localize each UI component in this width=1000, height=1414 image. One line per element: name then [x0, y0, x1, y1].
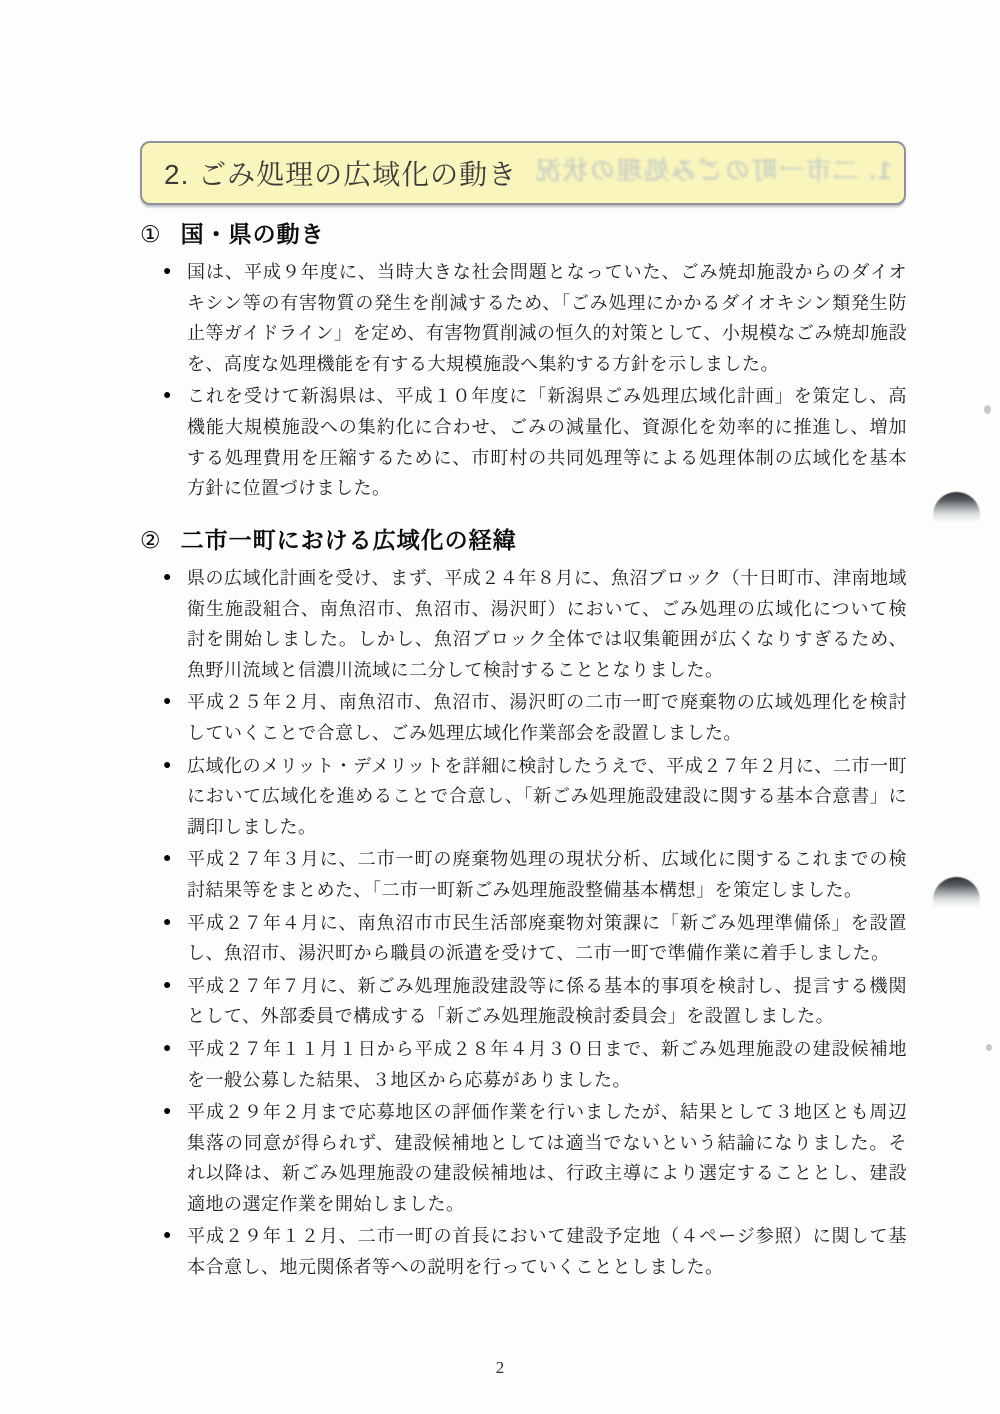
bullet-text: 国は、平成９年度に、当時大きな社会問題となっていた、ごみ焼却施設からのダイオキシン等の有害物質の発生を削減するため、「ごみ処理にかかるダイオキシン類発生防止等ガイドライン」を定め、有害物質削減の恒久的対策として、小規模なごみ焼却施設を、高度な処理機能を有する大規模施設へ集約する方針を示しました。	[187, 262, 907, 374]
page-title: 2. ごみ処理の広域化の動き	[164, 159, 518, 190]
bullet-text: 県の広域化計画を受け、まず、平成２４年８月に、魚沼ブロック（十日町市、津南地域衛生施設組合、南魚沼市、魚沼市、湯沢町）において、ごみ処理の広域化について検討を開始しました。しかし、魚沼ブロック全体では収集範囲が広くなりすぎるため、魚野川流域と信濃川流域に二分して検討することとなりました。	[187, 568, 907, 680]
section-2-bullet-list	[163, 563, 907, 1285]
bullet-icon: ●	[163, 1228, 172, 1244]
binding-hole-artifact	[933, 877, 980, 907]
scan-speck	[984, 405, 991, 414]
list-item	[163, 908, 907, 969]
section-title-box	[140, 141, 906, 205]
section-2-heading	[140, 522, 517, 555]
list-item	[163, 751, 907, 843]
bullet-text: 平成２９年２月まで応募地区の評価作業を行いましたが、結果として３地区とも周辺集落の同意が得られず、建設候補地としては適当でないという結論になりました。それ以降は、新ごみ処理施設の建設候補地は、行政主導により選定することとし、建設適地の選定作業を開始しました。	[187, 1102, 907, 1214]
section-1-heading-text: 国・県の動き	[180, 221, 325, 247]
list-item	[163, 1034, 907, 1095]
bullet-text: 広域化のメリット・デメリットを詳細に検討したうえで、平成２７年２月に、二市一町において広域化を進めることで合意し、「新ごみ処理施設建設に関する基本合意書」に調印しました。	[187, 755, 907, 837]
bullet-icon: ●	[163, 851, 172, 867]
bullet-icon: ●	[163, 694, 172, 710]
list-item	[163, 1221, 907, 1282]
bullet-text: 平成２７年４月に、南魚沼市市民生活部廃棄物対策課に「新ごみ処理準備係」を設置し、魚沼市、湯沢町から職員の派遣を受けて、二市一町で準備作業に着手しました。	[187, 912, 907, 964]
section-1-number: ①	[140, 221, 161, 247]
bullet-text: 平成２７年７月に、新ごみ処理施設建設等に係る基本的事項を検討し、提言する機関として、外部委員で構成する「新ごみ処理施設検討委員会」を設置しました。	[187, 975, 907, 1027]
section-1-heading	[140, 216, 325, 249]
section-1-bullet-list	[163, 257, 907, 506]
bullet-text: 平成２５年２月、南魚沼市、魚沼市、湯沢町の二市一町で廃棄物の広域処理化を検討していくことで合意し、ごみ処理広域化作業部会を設置しました。	[187, 692, 907, 743]
scan-speck	[986, 1044, 992, 1051]
bullet-icon: ●	[163, 1104, 172, 1120]
bullet-icon: ●	[163, 570, 172, 585]
section-2-heading-text: 二市一町における広域化の経緯	[180, 527, 517, 553]
bullet-icon: ●	[163, 1040, 172, 1056]
list-item	[163, 563, 907, 685]
bullet-icon: ●	[163, 757, 172, 773]
bullet-text: これを受けて新潟県は、平成１０年度に「新潟県ごみ処理広域化計画」を策定し、高機能大規模施設への集約化に合わせ、ごみの減量化、資源化を効率的に推進し、増加する処理費用を圧縮するために、市町村の共同処理等による処理体制の広域化を基本方針に位置づけました。	[187, 386, 907, 499]
list-item	[163, 381, 907, 503]
bullet-icon: ●	[163, 914, 172, 930]
bullet-icon: ●	[163, 977, 172, 993]
binding-hole-artifact	[933, 492, 980, 522]
list-item	[163, 1097, 907, 1219]
page-number: 2	[495, 1358, 505, 1377]
section-2-number: ②	[140, 527, 161, 553]
bleed-through-text: 1. 二市一町のごみ処理の状況	[534, 157, 892, 185]
bullet-icon: ●	[163, 388, 172, 404]
bullet-text: 平成２７年３月に、二市一町の廃棄物処理の現状分析、広域化に関するこれまでの検討結果等をまとめた、「二市一町新ごみ処理施設整備基本構想」を策定しました。	[187, 849, 907, 900]
bullet-icon: ●	[163, 264, 172, 279]
bullet-text: 平成２９年１２月、二市一町の首長において建設予定地（４ページ参照）に関して基本合意し、地元関係者等への説明を行っていくこととしました。	[187, 1226, 907, 1278]
list-item	[163, 257, 907, 379]
bullet-text: 平成２７年１１月１日から平成２８年４月３０日まで、新ごみ処理施設の建設候補地を一般公募した結果、３地区から応募がありました。	[187, 1038, 907, 1090]
list-item	[163, 971, 907, 1032]
list-item	[163, 687, 907, 748]
list-item	[163, 844, 907, 905]
